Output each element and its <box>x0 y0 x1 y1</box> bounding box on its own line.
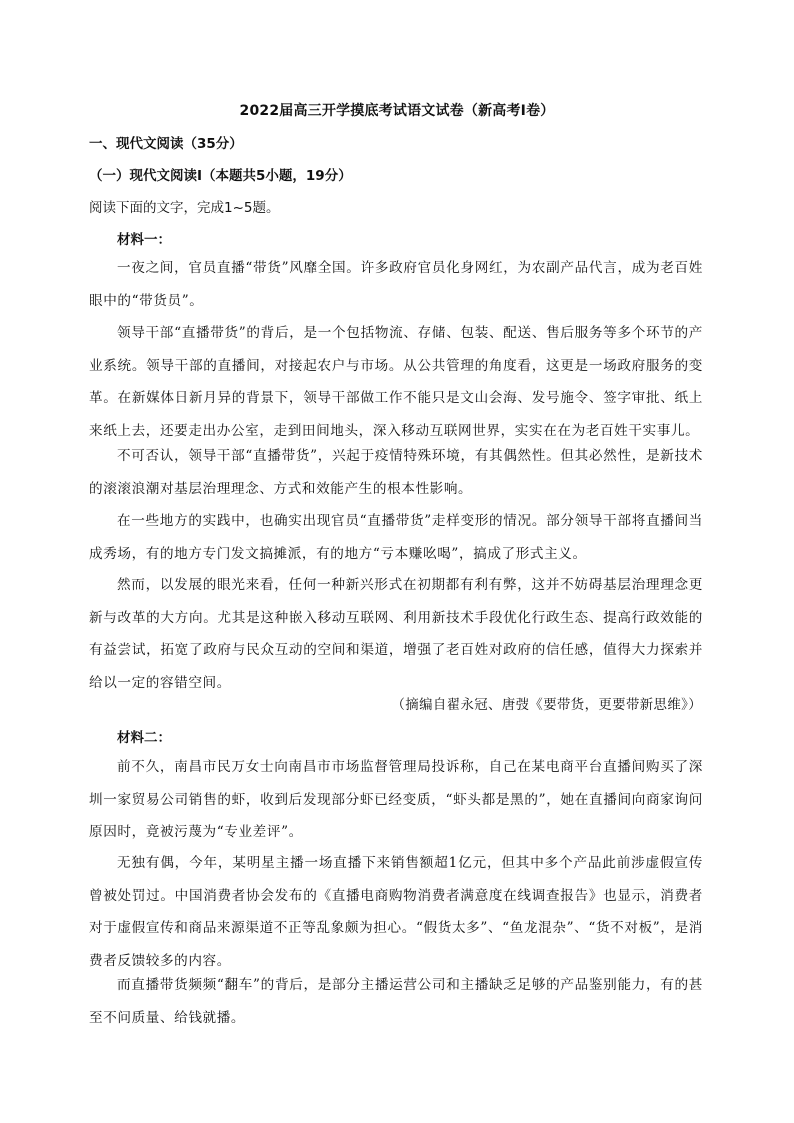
material-one-label: 材料一： <box>117 232 171 248</box>
material-one-paragraph: 然而，以发展的眼光来看，任何一种新兴形式在初期都有利有弊，这并不妨碍基层治理理念更新与改革的大方向。尤其是这种嵌入移动互联网、利用新技术手段优化行政生态、提高行政效能的有益尝试，拓宽了政府与民众互动的空间和渠道，增强了老百姓对政府的信任感，值得大力探索并给以一定的容错空间。 <box>89 577 703 691</box>
instruction-text: 阅读下面的文字，完成1~5题。 <box>89 200 280 216</box>
section-heading: 一、现代文阅读（35分） <box>89 136 243 152</box>
material-one-paragraph: 一夜之间，官员直播“带货”风靡全国。许多政府官员化身网红，为农副产品代言，成为老百姓眼中的“带货员”。 <box>89 260 703 309</box>
material-one-paragraph: 在一些地方的实践中，也确实出现官员“直播带货”走样变形的情况。部分领导干部将直播间当成秀场，有的地方专门发文搞摊派，有的地方“亏本赚吆喝”，搞成了形式主义。 <box>89 513 703 562</box>
material-one-paragraph: 不可否认，领导干部“直播带货”，兴起于疫情特殊环境，有其偶然性。但其必然性，是新技术的滚滚浪潮对基层治理理念、方式和效能产生的根本性影响。 <box>89 448 703 497</box>
material-two-label: 材料二： <box>117 730 171 746</box>
material-two-paragraph: 无独有偶，今年，某明星主播一场直播下来销售额超1亿元，但其中多个产品此前涉虚假宣传曾被处罚过。中国消费者协会发布的《直播电商购物消费者满意度在线调查报告》也显示，消费者对于虚假宣传和商品来源渠道不正等乱象颇为担心。“假货太多”、“鱼龙混杂”、“货不对板”，是消费者反馈较多的内容。 <box>89 855 703 969</box>
document-title: 2022届高三开学摸底考试语文试卷（新高考Ⅰ卷） <box>239 103 555 119</box>
subsection-heading: （一）现代文阅读Ⅰ（本题共5小题，19分） <box>89 168 352 184</box>
material-two-paragraph: 前不久，南昌市民万女士向南昌市市场监督管理局投诉称，自己在某电商平台直播间购买了深圳一家贸易公司销售的虾，收到后发现部分虾已经变质，“虾头都是黑的”，她在直播间向商家询问原因时，竟被污蔑为“专业差评”。 <box>89 759 703 840</box>
material-one-source: （摘编自翟永冠、唐弢《要带货，更要带新思维》） <box>391 698 702 713</box>
material-two-paragraph: 而直播带货频频“翻车”的背后，是部分主播运营公司和主播缺乏足够的产品鉴别能力，有的甚至不问质量、给钱就播。 <box>89 977 703 1026</box>
material-one-paragraph: 领导干部“直播带货”的背后，是一个包括物流、存储、包装、配送、售后服务等多个环节的产业系统。领导干部的直播间，对接起农户与市场。从公共管理的角度看，这更是一场政府服务的变革。在新媒体日新月异的背景下，领导干部做工作不能只是文山会海、发号施令、签字审批、纸上来纸上去，还要走出办公室，走到田间地头，深入移动互联网世界，实实在在为老百姓干实事儿。 <box>89 325 703 439</box>
